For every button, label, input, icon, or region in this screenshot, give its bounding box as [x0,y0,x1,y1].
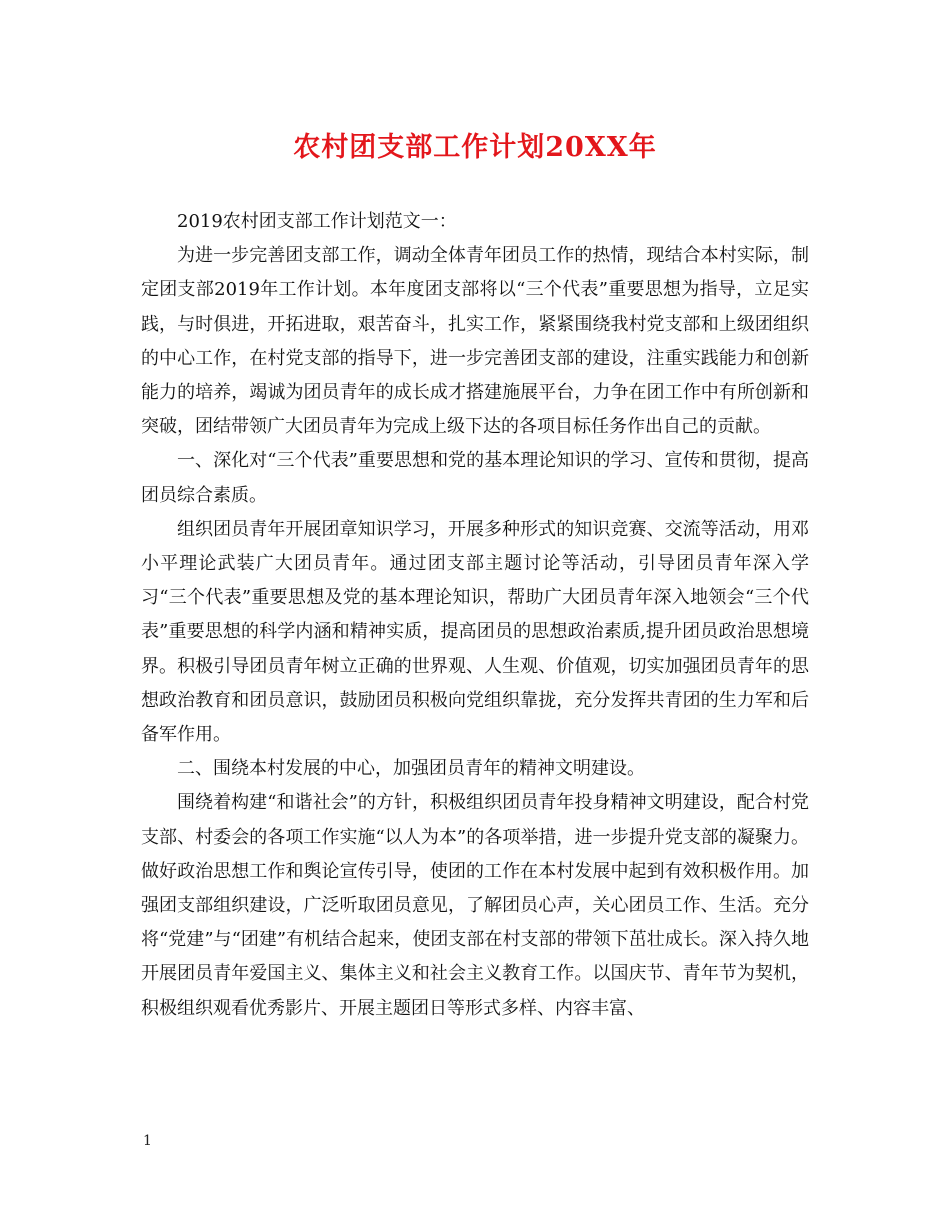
document-title: 农村团支部工作计划20XX年 [293,132,657,163]
page-number: 1 [143,1133,152,1149]
paragraph-intro: 为进一步完善团支部工作，调动全体青年团员工作的热情，现结合本村实际，制定团支部2019年工作计划。本年度团支部将以“三个代表”重要思想为指导，立足实践，与时俱进，开拓进取，艰苦奋斗，扎实工作，紧紧围绕我村党支部和上级团组织的中心工作，在村党支部的指导下，进一步完善团支部的建设，注重实践能力和创新能力的培养，竭诚为团员青年的成长成才搭建施展平台，力争在团工作中有所创新和突破，团结带领广大团员青年为完成上级下达的各项目标任务作出自己的贡献。 [141,245,809,438]
paragraph-section-two-heading: 二、围绕本村发展的中心，加强团员青年的精神文明建设。 [177,758,645,780]
paragraph-section-one-body: 组织团员青年开展团章知识学习，开展多种形式的知识竞赛、交流等活动，用邓小平理论武装广大团员青年。通过团支部主题讨论等活动，引导团员青年深入学习“三个代表”重要思想及党的基本理论知识，帮助广大团员青年深入地领会“三个代表”重要思想的科学内涵和精神实质，提高团员的思想政治素质,提升团员政治思想境界。积极引导团员青年树立正确的世界观、人生观、价值观，切实加强团员青年的思想政治教育和团员意识，鼓励团员积极向党组织靠拢，充分发挥共青团的生力军和后备军作用。 [141,518,809,746]
paragraph-section-one-heading: 一、深化对“三个代表”重要思想和党的基本理论知识的学习、宣传和贯彻，提高团员综合素质。 [141,450,809,506]
document-body [141,205,809,1026]
paragraph-intro-heading: 2019农村团支部工作计划范文一： [177,211,457,232]
paragraph-section-two-body: 围绕着构建“和谐社会”的方针，积极组织团员青年投身精神文明建设，配合村党支部、村委会的各项工作实施“以人为本”的各项举措，进一步提升党支部的凝聚力。做好政治思想工作和舆论宣传引导，使团的工作在本村发展中起到有效积极作用。加强团支部组织建设，广泛听取团员意见，了解团员心声，关心团员工作、生活。充分将“党建”与“团建”有机结合起来，使团支部在村支部的带领下茁壮成长。深入持久地开展团员青年爱国主义、集体主义和社会主义教育工作。以国庆节、青年节为契机，积极组织观看优秀影片、开展主题团日等形式多样、内容丰富、 [141,792,809,1019]
